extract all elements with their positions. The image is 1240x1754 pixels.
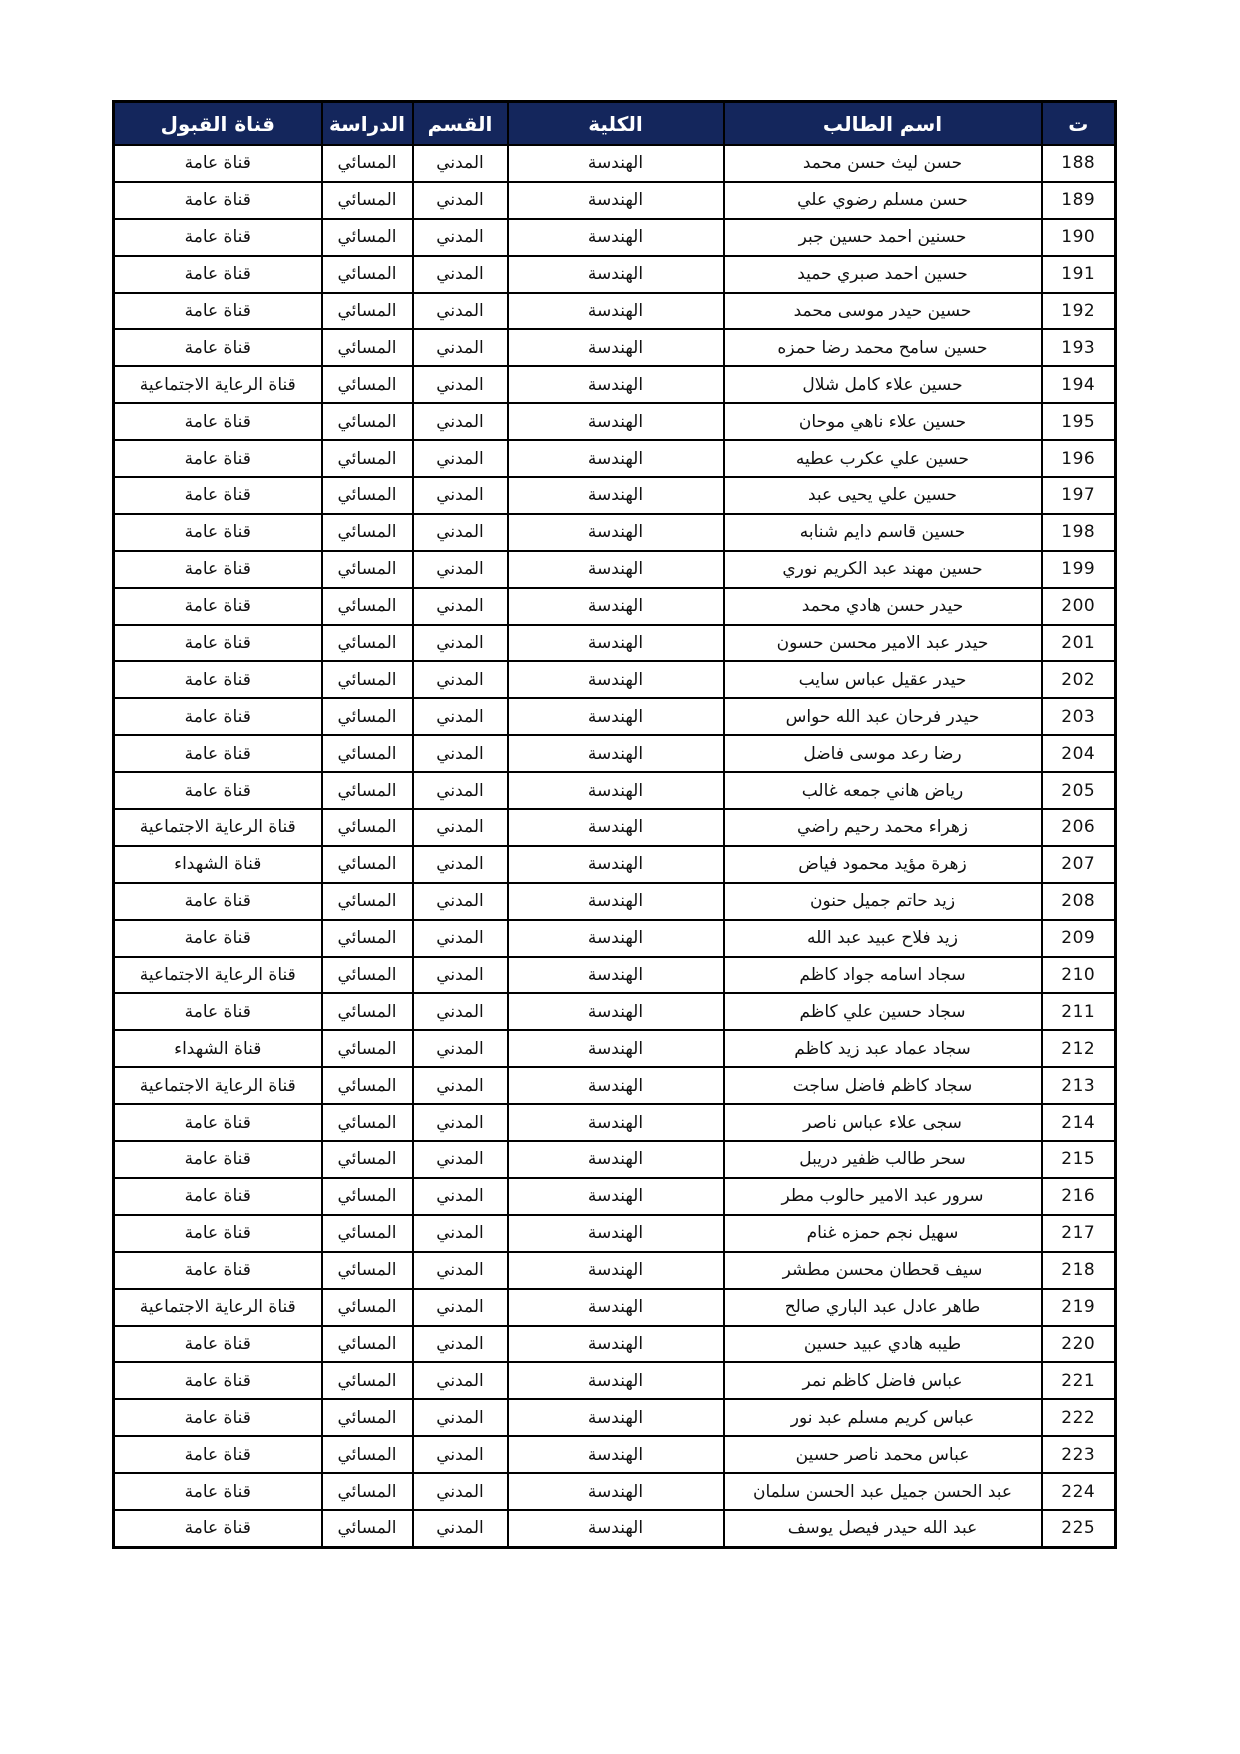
study-cell: المسائي <box>322 1473 413 1510</box>
admission-channel-cell: قناة الرعاية الاجتماعية <box>114 957 322 994</box>
index-cell: 214 <box>1042 1104 1116 1141</box>
student-name-cell: طيبه هادي عبيد حسين <box>724 1326 1042 1363</box>
table-row <box>114 477 1116 514</box>
study-cell: المسائي <box>322 440 413 477</box>
table-row <box>114 883 1116 920</box>
header-college: الكلية <box>508 102 724 146</box>
table-row <box>114 920 1116 957</box>
index-cell: 211 <box>1042 993 1116 1030</box>
study-cell: المسائي <box>322 1215 413 1252</box>
student-name-cell: زهراء محمد رحيم راضي <box>724 809 1042 846</box>
admission-channel-cell: قناة عامة <box>114 440 322 477</box>
admission-channel-cell: قناة عامة <box>114 1326 322 1363</box>
admission-channel-cell: قناة الشهداء <box>114 1030 322 1067</box>
index-cell: 220 <box>1042 1326 1116 1363</box>
table-row <box>114 1473 1116 1510</box>
college-cell: الهندسة <box>508 846 724 883</box>
college-cell: الهندسة <box>508 1104 724 1141</box>
study-cell: المسائي <box>322 1399 413 1436</box>
college-cell: الهندسة <box>508 1289 724 1326</box>
department-cell: المدني <box>413 1215 508 1252</box>
index-cell: 199 <box>1042 551 1116 588</box>
department-cell: المدني <box>413 1289 508 1326</box>
admission-channel-cell: قناة عامة <box>114 1141 322 1178</box>
student-name-cell: حسين سامح محمد رضا حمزه <box>724 329 1042 366</box>
department-cell: المدني <box>413 625 508 662</box>
admission-channel-cell: قناة عامة <box>114 1104 322 1141</box>
table-row <box>114 514 1116 551</box>
college-cell: الهندسة <box>508 1510 724 1547</box>
college-cell: الهندسة <box>508 883 724 920</box>
student-name-cell: سجاد حسين علي كاظم <box>724 993 1042 1030</box>
header-index: ت <box>1042 102 1116 146</box>
table-row <box>114 1215 1116 1252</box>
admission-channel-cell: قناة عامة <box>114 735 322 772</box>
department-cell: المدني <box>413 329 508 366</box>
index-cell: 213 <box>1042 1067 1116 1104</box>
admission-channel-cell: قناة عامة <box>114 772 322 809</box>
admission-channel-cell: قناة عامة <box>114 698 322 735</box>
index-cell: 197 <box>1042 477 1116 514</box>
student-name-cell: حسين علاء كامل شلال <box>724 366 1042 403</box>
student-name-cell: سجاد اسامه جواد كاظم <box>724 957 1042 994</box>
admission-channel-cell: قناة الشهداء <box>114 846 322 883</box>
college-cell: الهندسة <box>508 1067 724 1104</box>
student-name-cell: عباس فاضل كاظم نمر <box>724 1362 1042 1399</box>
admission-channel-cell: قناة عامة <box>114 256 322 293</box>
study-cell: المسائي <box>322 1510 413 1547</box>
college-cell: الهندسة <box>508 698 724 735</box>
student-name-cell: عبد الحسن جميل عبد الحسن سلمان <box>724 1473 1042 1510</box>
students-table <box>112 100 1117 1549</box>
table-header-row <box>114 102 1116 146</box>
study-cell: المسائي <box>322 329 413 366</box>
admission-channel-cell: قناة عامة <box>114 1178 322 1215</box>
table-row <box>114 256 1116 293</box>
student-name-cell: حسن ليث حسن محمد <box>724 145 1042 182</box>
table-row <box>114 403 1116 440</box>
index-cell: 210 <box>1042 957 1116 994</box>
header-student-name: اسم الطالب <box>724 102 1042 146</box>
study-cell: المسائي <box>322 735 413 772</box>
students-table-container <box>115 100 1117 1549</box>
study-cell: المسائي <box>322 588 413 625</box>
study-cell: المسائي <box>322 993 413 1030</box>
index-cell: 217 <box>1042 1215 1116 1252</box>
student-name-cell: حيدر عبد الامير محسن حسون <box>724 625 1042 662</box>
table-row <box>114 366 1116 403</box>
department-cell: المدني <box>413 883 508 920</box>
college-cell: الهندسة <box>508 1215 724 1252</box>
admission-channel-cell: قناة عامة <box>114 1436 322 1473</box>
table-row <box>114 1289 1116 1326</box>
department-cell: المدني <box>413 219 508 256</box>
table-row <box>114 846 1116 883</box>
department-cell: المدني <box>413 1362 508 1399</box>
table-row <box>114 661 1116 698</box>
study-cell: المسائي <box>322 1030 413 1067</box>
department-cell: المدني <box>413 1510 508 1547</box>
department-cell: المدني <box>413 1104 508 1141</box>
college-cell: الهندسة <box>508 1399 724 1436</box>
college-cell: الهندسة <box>508 329 724 366</box>
index-cell: 207 <box>1042 846 1116 883</box>
study-cell: المسائي <box>322 1141 413 1178</box>
index-cell: 188 <box>1042 145 1116 182</box>
study-cell: المسائي <box>322 1326 413 1363</box>
admission-channel-cell: قناة عامة <box>114 1473 322 1510</box>
table-row <box>114 1326 1116 1363</box>
study-cell: المسائي <box>322 551 413 588</box>
table-row <box>114 1362 1116 1399</box>
index-cell: 189 <box>1042 182 1116 219</box>
department-cell: المدني <box>413 514 508 551</box>
table-row <box>114 625 1116 662</box>
index-cell: 202 <box>1042 661 1116 698</box>
department-cell: المدني <box>413 1473 508 1510</box>
table-row <box>114 1436 1116 1473</box>
department-cell: المدني <box>413 551 508 588</box>
index-cell: 216 <box>1042 1178 1116 1215</box>
admission-channel-cell: قناة عامة <box>114 551 322 588</box>
table-row <box>114 993 1116 1030</box>
index-cell: 205 <box>1042 772 1116 809</box>
student-name-cell: حيدر عقيل عباس سايب <box>724 661 1042 698</box>
study-cell: المسائي <box>322 182 413 219</box>
study-cell: المسائي <box>322 698 413 735</box>
college-cell: الهندسة <box>508 256 724 293</box>
department-cell: المدني <box>413 1030 508 1067</box>
college-cell: الهندسة <box>508 1473 724 1510</box>
index-cell: 222 <box>1042 1399 1116 1436</box>
index-cell: 215 <box>1042 1141 1116 1178</box>
index-cell: 201 <box>1042 625 1116 662</box>
study-cell: المسائي <box>322 809 413 846</box>
table-row <box>114 1399 1116 1436</box>
college-cell: الهندسة <box>508 182 724 219</box>
student-name-cell: حسين حيدر موسى محمد <box>724 293 1042 330</box>
college-cell: الهندسة <box>508 957 724 994</box>
admission-channel-cell: قناة عامة <box>114 588 322 625</box>
department-cell: المدني <box>413 1326 508 1363</box>
college-cell: الهندسة <box>508 1326 724 1363</box>
admission-channel-cell: قناة عامة <box>114 661 322 698</box>
study-cell: المسائي <box>322 1178 413 1215</box>
study-cell: المسائي <box>322 846 413 883</box>
admission-channel-cell: قناة عامة <box>114 293 322 330</box>
index-cell: 224 <box>1042 1473 1116 1510</box>
college-cell: الهندسة <box>508 551 724 588</box>
index-cell: 225 <box>1042 1510 1116 1547</box>
department-cell: المدني <box>413 366 508 403</box>
study-cell: المسائي <box>322 772 413 809</box>
index-cell: 209 <box>1042 920 1116 957</box>
admission-channel-cell: قناة عامة <box>114 993 322 1030</box>
study-cell: المسائي <box>322 145 413 182</box>
table-row <box>114 1252 1116 1289</box>
student-name-cell: حسين احمد صبري حميد <box>724 256 1042 293</box>
table-row <box>114 1030 1116 1067</box>
admission-channel-cell: قناة عامة <box>114 1399 322 1436</box>
study-cell: المسائي <box>322 1252 413 1289</box>
department-cell: المدني <box>413 809 508 846</box>
department-cell: المدني <box>413 182 508 219</box>
index-cell: 194 <box>1042 366 1116 403</box>
department-cell: المدني <box>413 772 508 809</box>
department-cell: المدني <box>413 440 508 477</box>
college-cell: الهندسة <box>508 219 724 256</box>
college-cell: الهندسة <box>508 1178 724 1215</box>
study-cell: المسائي <box>322 293 413 330</box>
index-cell: 221 <box>1042 1362 1116 1399</box>
study-cell: المسائي <box>322 625 413 662</box>
admission-channel-cell: قناة عامة <box>114 182 322 219</box>
table-row <box>114 1104 1116 1141</box>
admission-channel-cell: قناة عامة <box>114 145 322 182</box>
admission-channel-cell: قناة الرعاية الاجتماعية <box>114 1289 322 1326</box>
college-cell: الهندسة <box>508 514 724 551</box>
table-row <box>114 1067 1116 1104</box>
department-cell: المدني <box>413 293 508 330</box>
department-cell: المدني <box>413 477 508 514</box>
admission-channel-cell: قناة عامة <box>114 920 322 957</box>
index-cell: 200 <box>1042 588 1116 625</box>
admission-channel-cell: قناة عامة <box>114 403 322 440</box>
study-cell: المسائي <box>322 1067 413 1104</box>
student-name-cell: حسين علاء ناهي موحان <box>724 403 1042 440</box>
college-cell: الهندسة <box>508 477 724 514</box>
college-cell: الهندسة <box>508 366 724 403</box>
admission-channel-cell: قناة عامة <box>114 329 322 366</box>
study-cell: المسائي <box>322 1104 413 1141</box>
index-cell: 219 <box>1042 1289 1116 1326</box>
index-cell: 203 <box>1042 698 1116 735</box>
college-cell: الهندسة <box>508 661 724 698</box>
index-cell: 208 <box>1042 883 1116 920</box>
index-cell: 223 <box>1042 1436 1116 1473</box>
study-cell: المسائي <box>322 366 413 403</box>
student-name-cell: سجاد كاظم فاضل ساجت <box>724 1067 1042 1104</box>
header-admission-channel: قناة القبول <box>114 102 322 146</box>
table-row <box>114 1178 1116 1215</box>
college-cell: الهندسة <box>508 403 724 440</box>
college-cell: الهندسة <box>508 145 724 182</box>
department-cell: المدني <box>413 588 508 625</box>
college-cell: الهندسة <box>508 809 724 846</box>
table-row <box>114 772 1116 809</box>
study-cell: المسائي <box>322 256 413 293</box>
admission-channel-cell: قناة عامة <box>114 1510 322 1547</box>
student-name-cell: سيف قحطان محسن مطشر <box>724 1252 1042 1289</box>
index-cell: 206 <box>1042 809 1116 846</box>
student-name-cell: عباس كريم مسلم عبد نور <box>724 1399 1042 1436</box>
college-cell: الهندسة <box>508 1362 724 1399</box>
study-cell: المسائي <box>322 957 413 994</box>
student-name-cell: حسين علي يحيى عبد <box>724 477 1042 514</box>
college-cell: الهندسة <box>508 1436 724 1473</box>
department-cell: المدني <box>413 846 508 883</box>
student-name-cell: سهيل نجم حمزه غنام <box>724 1215 1042 1252</box>
admission-channel-cell: قناة عامة <box>114 1362 322 1399</box>
table-row <box>114 1141 1116 1178</box>
student-name-cell: زيد حاتم جميل حنون <box>724 883 1042 920</box>
college-cell: الهندسة <box>508 1141 724 1178</box>
department-cell: المدني <box>413 920 508 957</box>
admission-channel-cell: قناة الرعاية الاجتماعية <box>114 809 322 846</box>
student-name-cell: حسين قاسم دايم شنابه <box>724 514 1042 551</box>
college-cell: الهندسة <box>508 440 724 477</box>
table-row <box>114 735 1116 772</box>
study-cell: المسائي <box>322 403 413 440</box>
college-cell: الهندسة <box>508 1252 724 1289</box>
student-name-cell: سحر طالب ظفير دريبل <box>724 1141 1042 1178</box>
admission-channel-cell: قناة عامة <box>114 883 322 920</box>
study-cell: المسائي <box>322 514 413 551</box>
department-cell: المدني <box>413 735 508 772</box>
college-cell: الهندسة <box>508 993 724 1030</box>
department-cell: المدني <box>413 256 508 293</box>
college-cell: الهندسة <box>508 1030 724 1067</box>
admission-channel-cell: قناة عامة <box>114 625 322 662</box>
table-row <box>114 329 1116 366</box>
student-name-cell: سجى علاء عباس ناصر <box>724 1104 1042 1141</box>
student-name-cell: عبد الله حيدر فيصل يوسف <box>724 1510 1042 1547</box>
study-cell: المسائي <box>322 1289 413 1326</box>
student-name-cell: عباس محمد ناصر حسين <box>724 1436 1042 1473</box>
department-cell: المدني <box>413 661 508 698</box>
student-name-cell: حسين علي عكرب عطيه <box>724 440 1042 477</box>
study-cell: المسائي <box>322 661 413 698</box>
table-row <box>114 1510 1116 1547</box>
study-cell: المسائي <box>322 1436 413 1473</box>
college-cell: الهندسة <box>508 920 724 957</box>
admission-channel-cell: قناة عامة <box>114 477 322 514</box>
department-cell: المدني <box>413 1067 508 1104</box>
department-cell: المدني <box>413 1252 508 1289</box>
admission-channel-cell: قناة عامة <box>114 219 322 256</box>
department-cell: المدني <box>413 145 508 182</box>
student-name-cell: حسين مهند عبد الكريم نوري <box>724 551 1042 588</box>
admission-channel-cell: قناة الرعاية الاجتماعية <box>114 1067 322 1104</box>
table-row <box>114 145 1116 182</box>
table-row <box>114 957 1116 994</box>
index-cell: 190 <box>1042 219 1116 256</box>
college-cell: الهندسة <box>508 588 724 625</box>
student-name-cell: طاهر عادل عبد الباري صالح <box>724 1289 1042 1326</box>
index-cell: 212 <box>1042 1030 1116 1067</box>
header-study: الدراسة <box>322 102 413 146</box>
student-name-cell: رياض هاني جمعه غالب <box>724 772 1042 809</box>
index-cell: 191 <box>1042 256 1116 293</box>
department-cell: المدني <box>413 698 508 735</box>
department-cell: المدني <box>413 1436 508 1473</box>
admission-channel-cell: قناة عامة <box>114 1215 322 1252</box>
student-name-cell: حسن مسلم رضوي علي <box>724 182 1042 219</box>
admission-channel-cell: قناة الرعاية الاجتماعية <box>114 366 322 403</box>
student-name-cell: حيدر فرحان عبد الله حواس <box>724 698 1042 735</box>
index-cell: 193 <box>1042 329 1116 366</box>
study-cell: المسائي <box>322 1362 413 1399</box>
college-cell: الهندسة <box>508 735 724 772</box>
header-department: القسم <box>413 102 508 146</box>
table-row <box>114 809 1116 846</box>
department-cell: المدني <box>413 957 508 994</box>
student-name-cell: زيد فلاح عبيد عبد الله <box>724 920 1042 957</box>
department-cell: المدني <box>413 993 508 1030</box>
index-cell: 195 <box>1042 403 1116 440</box>
student-name-cell: سرور عبد الامير حالوب مطر <box>724 1178 1042 1215</box>
index-cell: 198 <box>1042 514 1116 551</box>
student-name-cell: حسنين احمد حسين جبر <box>724 219 1042 256</box>
index-cell: 218 <box>1042 1252 1116 1289</box>
admission-channel-cell: قناة عامة <box>114 1252 322 1289</box>
table-row <box>114 293 1116 330</box>
study-cell: المسائي <box>322 920 413 957</box>
table-row <box>114 698 1116 735</box>
department-cell: المدني <box>413 403 508 440</box>
department-cell: المدني <box>413 1141 508 1178</box>
admission-channel-cell: قناة عامة <box>114 514 322 551</box>
college-cell: الهندسة <box>508 772 724 809</box>
table-row <box>114 588 1116 625</box>
index-cell: 192 <box>1042 293 1116 330</box>
student-name-cell: سجاد عماد عبد زيد كاظم <box>724 1030 1042 1067</box>
study-cell: المسائي <box>322 219 413 256</box>
index-cell: 196 <box>1042 440 1116 477</box>
department-cell: المدني <box>413 1178 508 1215</box>
student-name-cell: رضا رعد موسى فاضل <box>724 735 1042 772</box>
study-cell: المسائي <box>322 883 413 920</box>
department-cell: المدني <box>413 1399 508 1436</box>
college-cell: الهندسة <box>508 625 724 662</box>
table-row <box>114 551 1116 588</box>
table-body <box>114 145 1116 1547</box>
student-name-cell: حيدر حسن هادي محمد <box>724 588 1042 625</box>
student-name-cell: زهرة مؤيد محمود فياض <box>724 846 1042 883</box>
table-row <box>114 182 1116 219</box>
index-cell: 204 <box>1042 735 1116 772</box>
table-row <box>114 440 1116 477</box>
study-cell: المسائي <box>322 477 413 514</box>
table-row <box>114 219 1116 256</box>
college-cell: الهندسة <box>508 293 724 330</box>
